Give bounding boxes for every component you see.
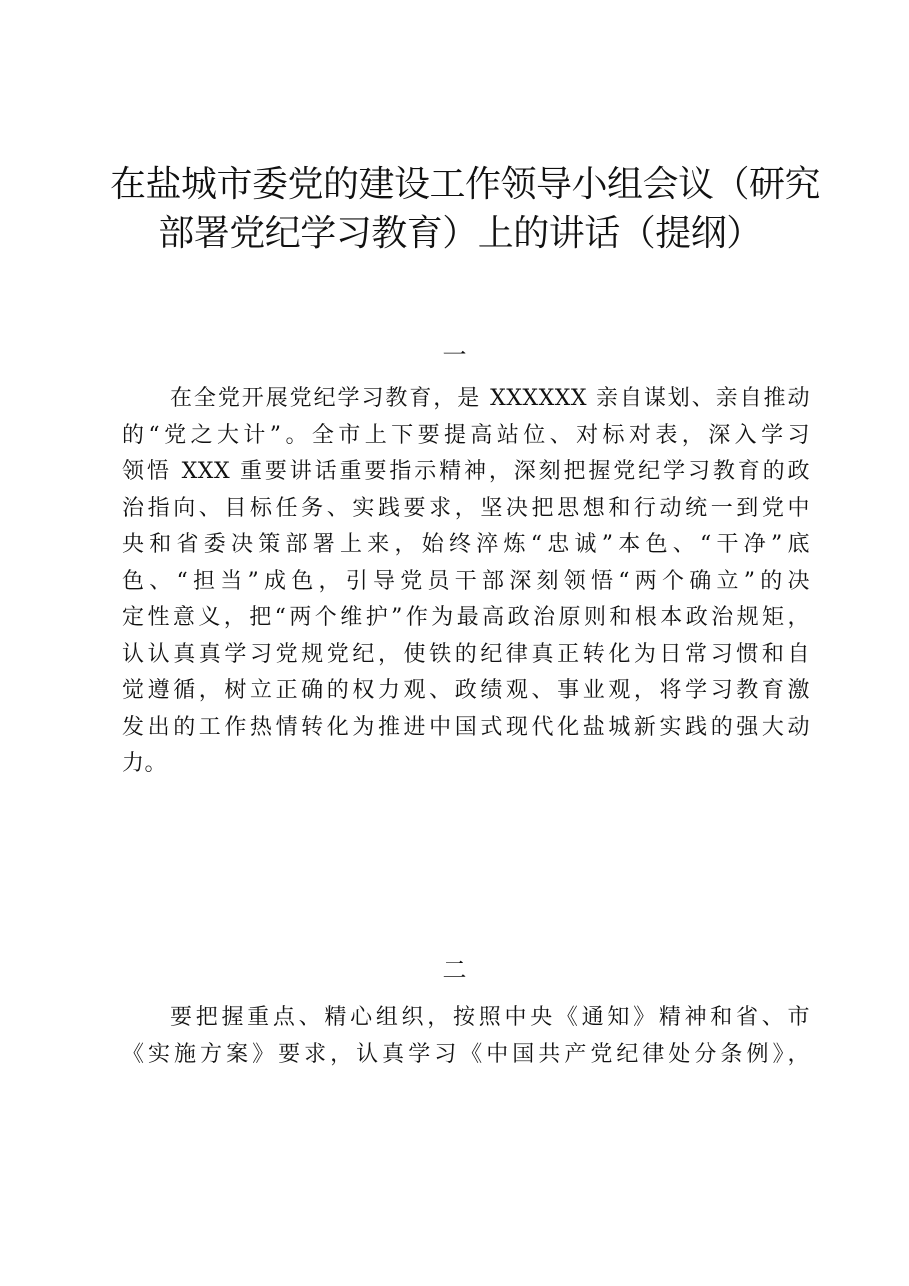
section-one-paragraph bbox=[122, 381, 810, 783]
paragraph-line: 在全党开展党纪学习教育，是 XXXXXX 亲自谋划、亲自推动 bbox=[170, 386, 810, 411]
section-two-paragraph bbox=[122, 1000, 810, 1073]
section-heading-two: 二 bbox=[442, 956, 467, 984]
section-heading-one: 一 bbox=[442, 341, 467, 369]
paragraph-line: 治指向、目标任务、实践要求，坚决把思想和行动统一到党中 bbox=[122, 495, 810, 521]
paragraph-line: 央和省委决策部署上来，始终淬炼“忠诚”本色、“干净”底 bbox=[122, 532, 810, 557]
title-line: 在盐城市委党的建设工作领导小组会议（研究 bbox=[110, 164, 821, 205]
paragraph-line: 《实施方案》要求，认真学习《中国共产党纪律处分条例》， bbox=[122, 1041, 810, 1067]
title-line: 部署党纪学习教育）上的讲话（提纲） bbox=[158, 213, 762, 254]
paragraph-line: 定性意义，把“两个维护”作为最高政治原则和根本政治规矩， bbox=[122, 605, 810, 630]
paragraph-line: 领悟 XXX 重要讲话重要指示精神，深刻把握党纪学习教育的政 bbox=[122, 459, 810, 484]
paragraph-line: 要把握重点、精心组织，按照中央《通知》精神和省、市 bbox=[170, 1005, 810, 1030]
paragraph-line: 发出的工作热情转化为推进中国式现代化盐城新实践的强大动 bbox=[122, 714, 810, 740]
document-title bbox=[110, 160, 821, 258]
paragraph-line: 觉遵循，树立正确的权力观、政绩观、事业观，将学习教育激 bbox=[122, 678, 810, 703]
paragraph-line: 的“党之大计”。全市上下要提高站位、对标对表，深入学习 bbox=[122, 422, 810, 448]
paragraph-line: 认认真真学习党规党纪，使铁的纪律真正转化为日常习惯和自 bbox=[122, 641, 810, 667]
paragraph-line: 力。 bbox=[122, 751, 168, 776]
paragraph-line: 色、“担当”成色，引导党员干部深刻领悟“两个确立”的决 bbox=[122, 568, 810, 594]
